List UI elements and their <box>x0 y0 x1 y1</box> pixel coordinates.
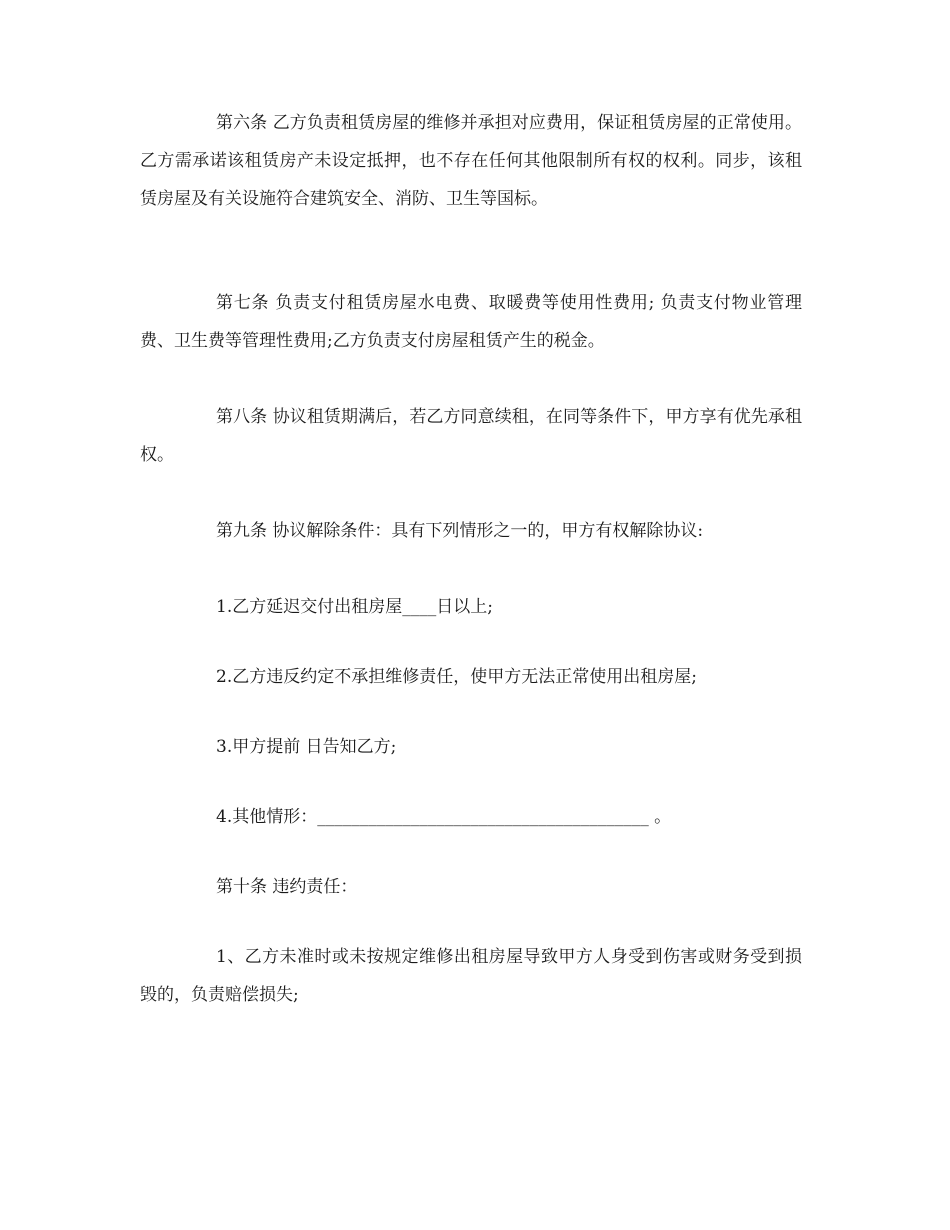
clause-9: 第九条 协议解除条件：具有下列情形之一的，甲方有权解除协议: <box>216 521 704 541</box>
clause-10-item-1: 1、乙方未准时或未按规定维修出租房屋导致甲方人身受到伤害或财务受到损毁的，负责赔偿损失; <box>140 947 802 1005</box>
clause-6: 第六条 乙方负责租赁房屋的维修并承担对应费用，保证租赁房屋的正常使用。乙方需承诺该租赁房产未设定抵押，也不存在任何其他限制所有权的权利。同步，该租赁房屋及有关设施符合建筑安全、消防、卫生等国标。 <box>140 113 802 209</box>
clause-8: 第八条 协议租赁期满后，若乙方同意续租，在同等条件下，甲方享有优先承租权。 <box>140 407 802 465</box>
clause-7: 第七条 负责支付租赁房屋水电费、取暖费等使用性费用; 负责支付物业管理费、卫生费等管理性费用;乙方负责支付房屋租赁产生的税金。 <box>140 293 802 351</box>
clause-9-item-4: 4.其他情形：_______________________________________ 。 <box>216 807 672 827</box>
clause-9-item-1: 1.乙方延迟交付出租房屋____日以上; <box>216 597 493 617</box>
clause-10: 第十条 违约责任： <box>216 877 358 897</box>
clause-9-item-2: 2.乙方违反约定不承担维修责任，使甲方无法正常使用出租房屋; <box>216 667 697 687</box>
clause-9-item-3: 3.甲方提前 日告知乙方; <box>216 737 397 757</box>
